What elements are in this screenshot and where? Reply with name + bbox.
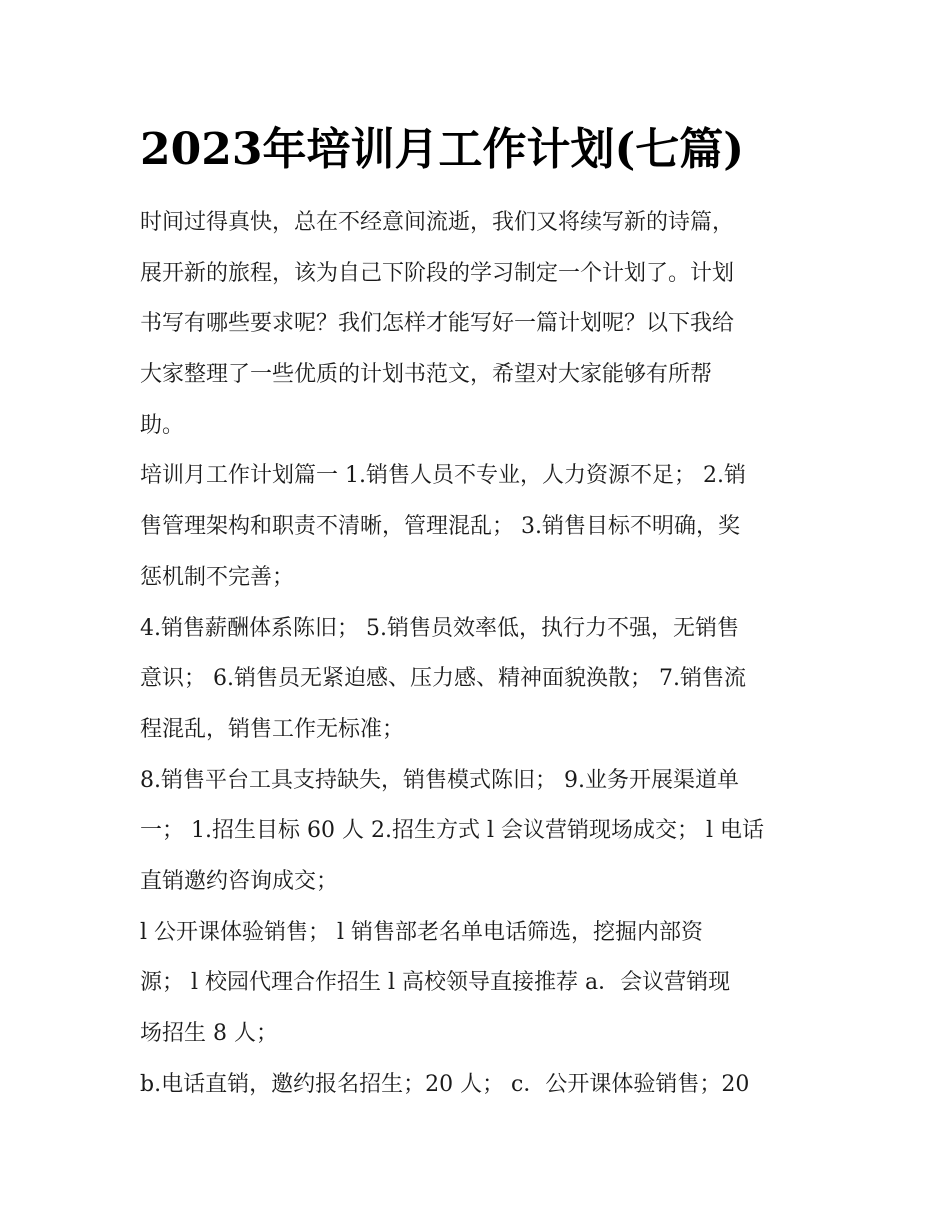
text-line: 售管理架构和职责不清晰，管理混乱； 3.销售目标不明确，奖 (140, 514, 740, 540)
text-line: 直销邀约咨询成交； (140, 868, 339, 894)
paragraph-channels (140, 908, 812, 1060)
paragraph-issues (140, 604, 812, 756)
text-line: 大家整理了一些优质的计划书范文，希望对大家能够有所帮 (140, 362, 713, 388)
text-line: 一； 1.招生目标 60 人 2.招生方式 l 会议营销现场成交； l 电话 (140, 818, 764, 844)
paragraph-targets (140, 756, 812, 908)
text-line: b.电话直销，邀约报名招生；20 人； c．公开课体验销售；20 (140, 1071, 750, 1097)
document-title: 2023年培训月工作计划(七篇) (140, 124, 745, 175)
text-line: 培训月工作计划篇一 1.销售人员不专业，人力资源不足； 2.销 (140, 463, 746, 489)
text-line: 时间过得真快，总在不经意间流逝，我们又将续写新的诗篇， (140, 210, 735, 235)
text-line: 源； l 校园代理合作招生 l 高校领导直接推荐 a．会议营销现 (140, 970, 731, 996)
text-line: l 公开课体验销售； l 销售部老名单电话筛选，挖掘内部资 (140, 919, 704, 945)
text-line: 意识； 6.销售员无紧迫感、压力感、精神面貌涣散； 7.销售流 (140, 666, 746, 692)
document-body (140, 198, 812, 1110)
text-line: 助。 (140, 412, 185, 438)
text-line: 8.销售平台工具支持缺失，销售模式陈旧； 9.业务开展渠道单 (140, 767, 739, 793)
paragraph-plan-one (140, 451, 812, 603)
text-line: 展开新的旅程，该为自己下阶段的学习制定一个计划了。计划 (140, 260, 735, 286)
text-line: 惩机制不完善； (140, 564, 295, 590)
text-line: 场招生 8 人； (140, 1021, 278, 1046)
paragraph-phone-sales (140, 1060, 812, 1111)
text-line: 4.销售薪酬体系陈旧； 5.销售员效率低，执行力不强，无销售 (140, 615, 739, 641)
paragraph-intro (140, 198, 812, 451)
text-line: 程混乱，销售工作无标准； (140, 716, 405, 742)
text-line: 书写有哪些要求呢？我们怎样才能写好一篇计划呢？以下我给 (140, 311, 735, 337)
